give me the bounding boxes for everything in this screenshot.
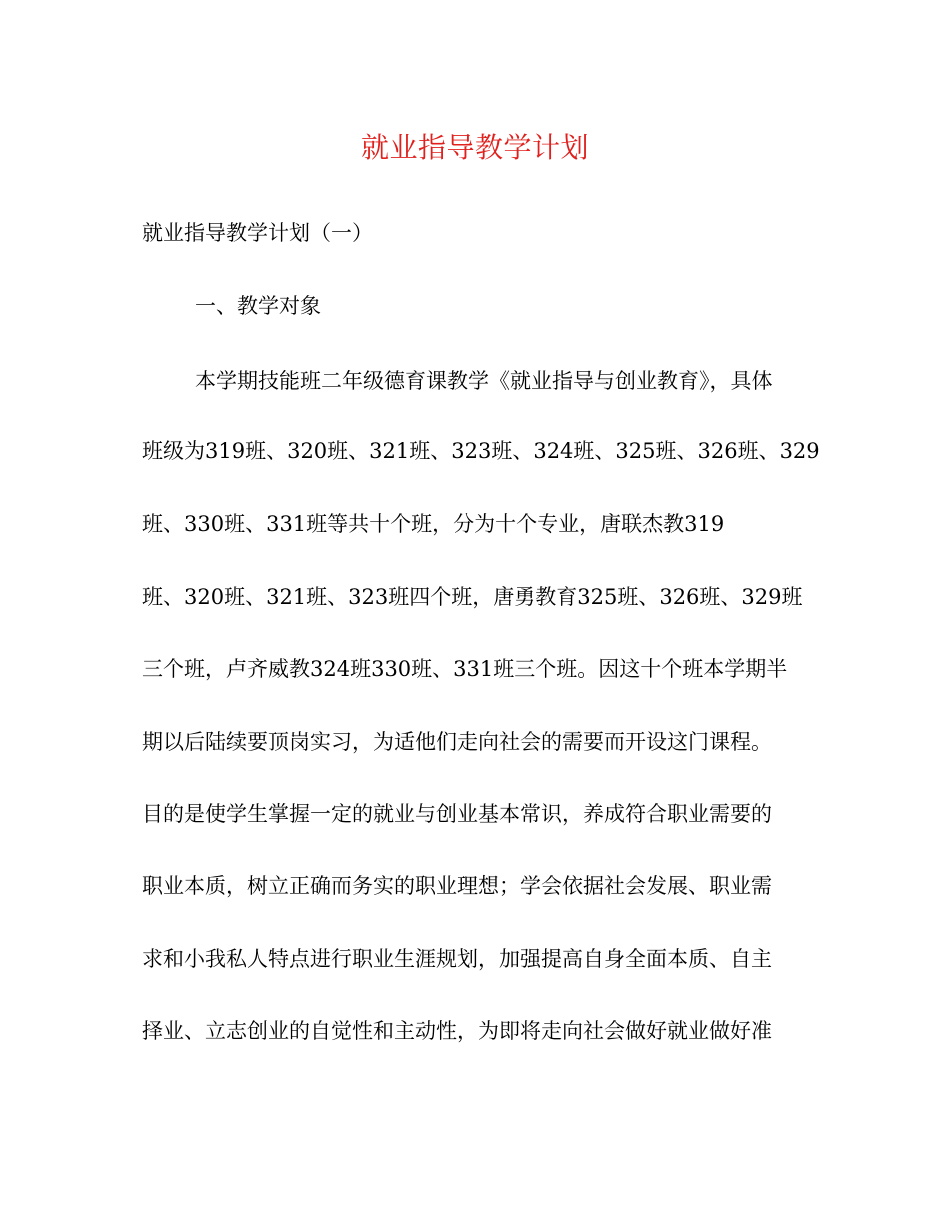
body-line: 求和小我私人特点进行职业生涯规划，加强提高自身全面本质、自主: [142, 947, 772, 971]
body-line: 择业、立志创业的自觉性和主动性，为即将走向社会做好就业做好准: [142, 1019, 772, 1043]
document-subtitle: 就业指导教学计划（一）: [142, 221, 373, 245]
body-line: 三个班，卢齐威教324班330班、331班三个班。因这十个班本学期半: [142, 657, 788, 681]
body-line: 班、320班、321班、323班四个班，唐勇教育325班、326班、329班: [142, 585, 803, 609]
document-title: 就业指导教学计划: [360, 131, 589, 164]
body-line: 班、330班、331班等共十个班，分为十个专业，唐联杰教319: [142, 512, 725, 536]
body-line: 目的是使学生掌握一定的就业与创业基本常识，养成符合职业需要的: [142, 802, 772, 826]
body-line: 班级为319班、320班、321班、323班、324班、325班、326班、329: [142, 439, 820, 463]
body-line: 期以后陆续要顶岗实习，为适他们走向社会的需要而开设这门课程。: [142, 730, 772, 754]
body-line: 职业本质，树立正确而务实的职业理想；学会依据社会发展、职业需: [142, 874, 772, 898]
body-line: 本学期技能班二年级德育课教学《就业指导与创业教育》，具体: [195, 369, 773, 393]
section-heading: 一、教学对象: [195, 294, 321, 318]
